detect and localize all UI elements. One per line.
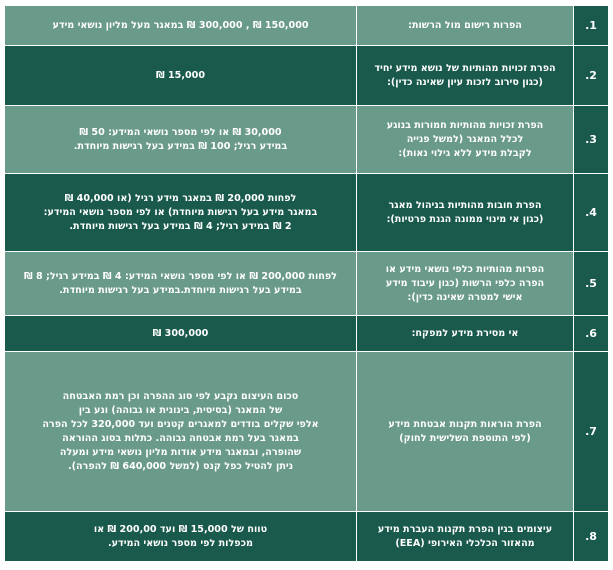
row-number: 5.: [574, 252, 609, 316]
table-row: [5, 174, 609, 252]
table-row: [5, 512, 609, 562]
table-row: [5, 6, 609, 46]
penalties-table-container: [4, 5, 609, 565]
table-row: [5, 316, 609, 352]
table-row: [5, 46, 609, 106]
row-number: 1.: [574, 6, 609, 46]
violation-type: הפרות מהותיות כלפי נושאי מידע או הפרה כלפי הרשות (כגון עיבוד מידע אישי למטרה שאינה כדין):: [357, 252, 574, 316]
violation-type: הפרת זכויות מהותיות של נושא מידע יחיד (כגון סירוב לזכות עיון שאינה כדין):: [357, 46, 574, 106]
violation-type: הפרת חובות מהותיות בניהול מאגר (כגון אי מינוי ממונה הגנת פרטיות):: [357, 174, 574, 252]
table-row: [5, 352, 609, 512]
row-number: 8.: [574, 512, 609, 562]
penalties-table: [4, 5, 609, 562]
violation-type: אי מסירת מידע למפקח:: [357, 316, 574, 352]
penalty-amount: לפחות 200,000 ₪ או לפי מספר נושאי המידע: 4 ₪ במידע רגיל; 8 ₪ במידע בעל רגישות מיוחדת.במידע בעל רגישות מיוחדת.: [5, 252, 357, 316]
penalty-amount: לפחות 20,000 ₪ במאגר מידע רגיל (או 40,000 ₪ במאגר מידע בעל רגישות מיוחדת) או לפי מספר נושאי המידע: 2 ₪ במידע רגיל; 4 ₪ במידע בעל רגישות מיוחדת.: [5, 174, 357, 252]
violation-type: הפרת הוראות תקנות אבטחת מידע (לפי התוספת השלישית לחוק): [357, 352, 574, 512]
row-number: 2.: [574, 46, 609, 106]
violation-type: הפרות רישום מול הרשות:: [357, 6, 574, 46]
row-number: 6.: [574, 316, 609, 352]
row-number: 7.: [574, 352, 609, 512]
penalty-amount: סכום העיצום נקבע לפי סוג ההפרה וכן רמת האבטחה של המאגר (בסיסית, בינונית או גבוהה) ונע בין אלפי שקלים בודדים למאגרים קטנים ועד 320,000 לכל הפרה במאגר בעל רמת אבטחה גבוהה. כתלות בסוג ההוראה שהופרה, ובמאגר מידע אודות מליון נושאי מידע ומעלה ניתן להטיל כפל קנס (למשל 640,000 ₪ להפרה).: [5, 352, 357, 512]
penalty-amount: 30,000 ₪ או לפי מספר נושאי המידע: 50 ₪ במידע רגיל; 100 ₪ במידע בעל רגישות מיוחדת.: [5, 106, 357, 174]
table-row: [5, 252, 609, 316]
penalty-amount: טווח של 15,000 ₪ ועד 200,00 ₪ או מכפלות לפי מספר נושאי המידע.: [5, 512, 357, 562]
row-number: 4.: [574, 174, 609, 252]
penalty-amount: 150,000 ₪ , 300,000 ₪ במאגר מעל מליון נושאי מידע: [5, 6, 357, 46]
penalty-amount: 15,000 ₪: [5, 46, 357, 106]
row-number: 3.: [574, 106, 609, 174]
penalty-amount: 300,000 ₪: [5, 316, 357, 352]
violation-type: עיצומים בגין הפרת תקנות העברת מידע מהאזור הכלכלי האירופי (EEA): [357, 512, 574, 562]
table-row: [5, 106, 609, 174]
violation-type: הפרת זכויות מהותיות חמורות בנוגע לכלל המאגר (למשל פנייה לקבלת מידע ללא גילוי נאות):: [357, 106, 574, 174]
